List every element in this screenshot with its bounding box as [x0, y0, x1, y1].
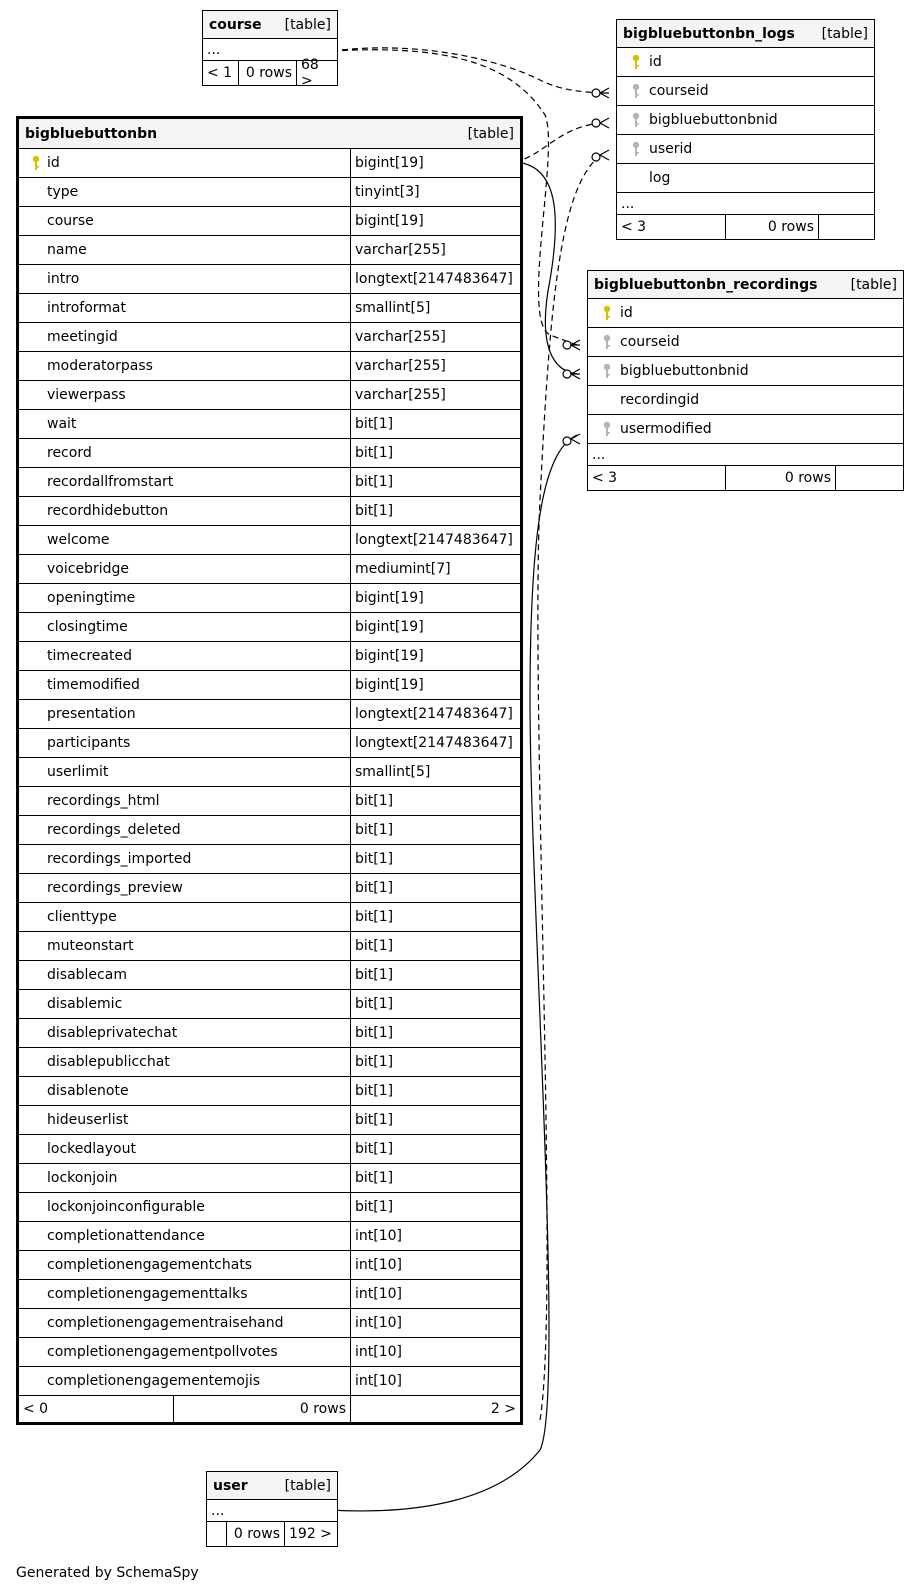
column-name-cell: [19, 1338, 350, 1366]
column-name: record: [47, 445, 92, 461]
column-row[interactable]: [19, 439, 520, 468]
column-name-cell: [19, 990, 350, 1018]
column-name-cell: [19, 236, 350, 264]
column-name: log: [649, 170, 671, 186]
column-name: recordings_deleted: [47, 822, 181, 838]
column-name-cell: [617, 135, 874, 163]
column-name-cell: [19, 410, 350, 438]
table-name: bigbluebuttonbn: [25, 125, 158, 142]
column-type: bit[1]: [350, 845, 520, 873]
column-name: intro: [47, 271, 80, 287]
table-bigbluebuttonbn[interactable]: [16, 116, 523, 1425]
crowfoot: [600, 150, 609, 160]
column-row[interactable]: [19, 1019, 520, 1048]
column-name-cell: [19, 758, 350, 786]
column-row[interactable]: [19, 410, 520, 439]
column-type: bit[1]: [350, 1048, 520, 1076]
column-name-cell: [19, 1222, 350, 1250]
column-row[interactable]: [19, 642, 520, 671]
column-row[interactable]: [19, 352, 520, 381]
column-name: bigbluebuttonbnid: [649, 112, 778, 128]
foreign-key-icon: [594, 334, 620, 350]
column-name-cell: [19, 816, 350, 844]
foot-next[interactable]: 2 >: [350, 1396, 520, 1422]
column-name: wait: [47, 416, 77, 432]
table-header: [588, 271, 903, 299]
column-name-cell: [19, 439, 350, 467]
foot-prev[interactable]: [207, 1522, 226, 1546]
column-name: completionengagementemojis: [47, 1373, 261, 1389]
cardinality-circle: [563, 370, 571, 378]
column-name: muteonstart: [47, 938, 134, 954]
column-row[interactable]: [19, 874, 520, 903]
cardinality-circle: [592, 89, 600, 97]
column-type: bit[1]: [350, 497, 520, 525]
column-row[interactable]: [617, 48, 874, 77]
column-name-cell: [588, 328, 903, 356]
column-name-cell: [19, 1193, 350, 1221]
column-name-cell: [19, 1309, 350, 1337]
column-type: bit[1]: [350, 990, 520, 1018]
column-row[interactable]: [19, 1280, 520, 1309]
table-name: course: [209, 16, 262, 33]
column-name-cell: [617, 48, 874, 76]
column-type: bigint[19]: [350, 642, 520, 670]
column-row[interactable]: [19, 584, 520, 613]
column-name: meetingid: [47, 329, 118, 345]
column-row[interactable]: [19, 700, 520, 729]
table-footer: [207, 1522, 337, 1546]
column-type: bit[1]: [350, 787, 520, 815]
foot-next[interactable]: 192 >: [284, 1522, 337, 1546]
table-name: bigbluebuttonbn_recordings: [594, 276, 818, 293]
column-name-cell: [19, 613, 350, 641]
column-row[interactable]: [19, 961, 520, 990]
column-name-cell: [19, 381, 350, 409]
column-name-cell: [19, 149, 350, 177]
column-name: lockonjoin: [47, 1170, 118, 1186]
foot-rows: 0 rows: [725, 215, 818, 239]
column-row[interactable]: [19, 1106, 520, 1135]
column-row[interactable]: [617, 135, 874, 164]
column-name-cell: [19, 729, 350, 757]
column-type: bit[1]: [350, 1193, 520, 1221]
column-row[interactable]: [19, 816, 520, 845]
column-name: userlimit: [47, 764, 109, 780]
column-row[interactable]: [19, 1193, 520, 1222]
column-name-cell: [19, 874, 350, 902]
foreign-key-icon: [623, 83, 649, 99]
column-row[interactable]: [19, 178, 520, 207]
column-name: recordings_imported: [47, 851, 192, 867]
column-type: longtext[2147483647]: [350, 729, 520, 757]
column-name: recordings_preview: [47, 880, 183, 896]
column-name-cell: [19, 1106, 350, 1134]
column-row[interactable]: [19, 526, 520, 555]
column-name-cell: [588, 386, 903, 414]
column-type: int[10]: [350, 1251, 520, 1279]
column-type: smallint[5]: [350, 294, 520, 322]
column-name: openingtime: [47, 590, 136, 606]
column-row[interactable]: [588, 299, 903, 328]
column-name-cell: [19, 178, 350, 206]
table-footer: [588, 466, 903, 490]
column-row[interactable]: [19, 1164, 520, 1193]
column-type: bigint[19]: [350, 584, 520, 612]
column-name: disableprivatechat: [47, 1025, 178, 1041]
ellipsis-row: ...: [617, 193, 874, 215]
column-row[interactable]: [19, 1222, 520, 1251]
column-name: moderatorpass: [47, 358, 153, 374]
column-name-cell: [19, 903, 350, 931]
column-type: varchar[255]: [350, 236, 520, 264]
cardinality-circle: [563, 341, 571, 349]
column-type: bit[1]: [350, 410, 520, 438]
table-course[interactable]: [202, 10, 338, 89]
column-name: timecreated: [47, 648, 132, 664]
column-name: viewerpass: [47, 387, 126, 403]
column-name: presentation: [47, 706, 136, 722]
column-name-cell: [19, 932, 350, 960]
column-name: disablemic: [47, 996, 123, 1012]
column-type: longtext[2147483647]: [350, 700, 520, 728]
column-name-cell: [19, 1251, 350, 1279]
table-name: user: [213, 1477, 248, 1494]
cardinality-circle: [592, 153, 600, 161]
column-type: bit[1]: [350, 439, 520, 467]
column-name-cell: [19, 1019, 350, 1047]
column-name: timemodified: [47, 677, 140, 693]
column-name: usermodified: [620, 421, 712, 437]
column-row[interactable]: [19, 990, 520, 1019]
column-name: disablepublicchat: [47, 1054, 170, 1070]
ellipsis-row: ...: [203, 39, 337, 61]
cardinality-circle: [592, 119, 600, 127]
foot-next[interactable]: [835, 466, 903, 490]
column-name: voicebridge: [47, 561, 129, 577]
column-name: closingtime: [47, 619, 128, 635]
foot-next[interactable]: [818, 215, 874, 239]
crowfoot: [600, 88, 609, 98]
generated-by-footer: Generated by SchemaSpy: [16, 1565, 199, 1581]
foot-next[interactable]: 68 >: [296, 61, 337, 85]
column-row[interactable]: [617, 106, 874, 135]
column-type: bit[1]: [350, 874, 520, 902]
column-name-cell: [19, 1367, 350, 1395]
column-row[interactable]: [19, 932, 520, 961]
foot-rows: 0 rows: [173, 1396, 350, 1422]
ellipsis-row: ...: [588, 444, 903, 466]
foot-rows: 0 rows: [725, 466, 835, 490]
column-name: recordings_html: [47, 793, 160, 809]
column-name-cell: [19, 294, 350, 322]
column-row[interactable]: [19, 207, 520, 236]
column-name: type: [47, 184, 79, 200]
column-name-cell: [19, 265, 350, 293]
column-row[interactable]: [19, 845, 520, 874]
column-name-cell: [588, 415, 903, 443]
column-name-cell: [19, 671, 350, 699]
table-user[interactable]: [206, 1471, 338, 1547]
crowfoot: [571, 369, 580, 379]
column-name: welcome: [47, 532, 110, 548]
column-type: bigint[19]: [350, 671, 520, 699]
foot-rows: 0 rows: [226, 1522, 284, 1546]
column-row[interactable]: [617, 164, 874, 193]
column-name-cell: [19, 642, 350, 670]
column-name: completionengagementchats: [47, 1257, 253, 1273]
column-row[interactable]: [588, 386, 903, 415]
column-name: id: [47, 155, 60, 171]
column-row[interactable]: [617, 77, 874, 106]
column-type: varchar[255]: [350, 352, 520, 380]
column-name: recordallfromstart: [47, 474, 174, 490]
table-footer: [203, 57, 337, 89]
foreign-key-icon: [594, 363, 620, 379]
column-type: bigint[19]: [350, 613, 520, 641]
column-name-cell: [19, 468, 350, 496]
column-name-cell: [19, 584, 350, 612]
table-kind: [table]: [284, 1477, 331, 1494]
column-type: tinyint[3]: [350, 178, 520, 206]
foreign-key-icon: [623, 112, 649, 128]
column-name-cell: [617, 164, 874, 192]
column-row[interactable]: [19, 1251, 520, 1280]
column-type: int[10]: [350, 1338, 520, 1366]
column-type: mediumint[7]: [350, 555, 520, 583]
column-name: completionengagementpollvotes: [47, 1344, 278, 1360]
column-name-cell: [19, 1048, 350, 1076]
column-name: recordingid: [620, 392, 700, 408]
column-name: completionengagementraisehand: [47, 1315, 284, 1331]
column-name-cell: [19, 1164, 350, 1192]
column-type: longtext[2147483647]: [350, 265, 520, 293]
column-name-cell: [19, 526, 350, 554]
column-name-cell: [19, 700, 350, 728]
column-row[interactable]: [19, 671, 520, 700]
column-name-cell: [617, 106, 874, 134]
foot-prev[interactable]: < 0: [23, 1401, 49, 1417]
column-name: lockedlayout: [47, 1141, 136, 1157]
column-row[interactable]: [19, 323, 520, 352]
column-name: disablenote: [47, 1083, 129, 1099]
column-name: recordhidebutton: [47, 503, 169, 519]
column-type: bit[1]: [350, 1077, 520, 1105]
table-bigbluebuttonbn-recordings[interactable]: [587, 270, 904, 491]
column-type: longtext[2147483647]: [350, 526, 520, 554]
column-type: varchar[255]: [350, 381, 520, 409]
column-name-cell: [19, 1135, 350, 1163]
column-name: courseid: [649, 83, 709, 99]
table-kind: [table]: [284, 16, 331, 33]
column-type: bit[1]: [350, 1164, 520, 1192]
column-type: bit[1]: [350, 1135, 520, 1163]
table-header: [203, 11, 337, 39]
column-name: disablecam: [47, 967, 127, 983]
column-row[interactable]: [19, 758, 520, 787]
column-row[interactable]: [19, 1367, 520, 1396]
column-name: course: [47, 213, 94, 229]
column-name: id: [649, 54, 662, 70]
crowfoot: [571, 340, 580, 350]
column-row[interactable]: [19, 294, 520, 323]
column-row[interactable]: [19, 381, 520, 410]
column-name: lockonjoinconfigurable: [47, 1199, 205, 1215]
column-name: id: [620, 305, 633, 321]
column-name-cell: [19, 845, 350, 873]
column-name: bigbluebuttonbnid: [620, 363, 749, 379]
column-row[interactable]: [19, 613, 520, 642]
foreign-key-icon: [594, 421, 620, 437]
column-row[interactable]: [19, 903, 520, 932]
table-name: bigbluebuttonbn_logs: [623, 25, 795, 42]
column-row[interactable]: [19, 1338, 520, 1367]
column-row[interactable]: [19, 1077, 520, 1106]
primary-key-icon: [623, 54, 649, 70]
column-row[interactable]: [19, 265, 520, 294]
column-name-cell: [19, 555, 350, 583]
column-row[interactable]: [588, 357, 903, 386]
column-row[interactable]: [588, 415, 903, 444]
foot-prev[interactable]: < 3: [592, 470, 618, 486]
column-row[interactable]: [19, 497, 520, 526]
table-header: [207, 1472, 337, 1500]
cardinality-circle: [563, 437, 571, 445]
column-type: smallint[5]: [350, 758, 520, 786]
foot-prev[interactable]: < 1: [207, 65, 233, 81]
column-row[interactable]: [588, 328, 903, 357]
foot-rows: 0 rows: [238, 61, 296, 85]
ellipsis-row: ...: [207, 1500, 337, 1522]
column-name: participants: [47, 735, 131, 751]
column-name-cell: [617, 77, 874, 105]
column-row[interactable]: [19, 1048, 520, 1077]
column-row[interactable]: [19, 787, 520, 816]
column-type: bit[1]: [350, 932, 520, 960]
column-type: bigint[19]: [350, 207, 520, 235]
table-kind: [table]: [821, 25, 868, 42]
column-type: int[10]: [350, 1222, 520, 1250]
column-name-cell: [588, 357, 903, 385]
table-header: [19, 119, 520, 149]
column-type: int[10]: [350, 1280, 520, 1308]
table-bigbluebuttonbn-logs[interactable]: [616, 19, 875, 240]
column-name-cell: [19, 787, 350, 815]
column-name: completionengagementtalks: [47, 1286, 248, 1302]
column-name: userid: [649, 141, 693, 157]
column-row[interactable]: [19, 1309, 520, 1338]
column-row[interactable]: [19, 468, 520, 497]
primary-key-icon: [594, 305, 620, 321]
column-type: int[10]: [350, 1367, 520, 1395]
table-kind: [table]: [850, 276, 897, 293]
relation-course-logs: [332, 48, 604, 93]
column-type: bigint[19]: [350, 149, 520, 177]
column-type: varchar[255]: [350, 323, 520, 351]
column-type: bit[1]: [350, 903, 520, 931]
column-type: bit[1]: [350, 1019, 520, 1047]
column-row[interactable]: [19, 149, 520, 178]
column-type: bit[1]: [350, 816, 520, 844]
column-name: clienttype: [47, 909, 117, 925]
foot-prev[interactable]: < 3: [621, 219, 647, 235]
column-name-cell: [19, 497, 350, 525]
column-name-cell: [19, 323, 350, 351]
column-name: introformat: [47, 300, 126, 316]
table-footer: [19, 1396, 520, 1422]
relation-bbb-logs: [515, 123, 604, 162]
table-kind: [table]: [467, 125, 514, 142]
column-row[interactable]: [19, 555, 520, 584]
column-type: bit[1]: [350, 961, 520, 989]
column-name: hideuserlist: [47, 1112, 129, 1128]
table-footer: [617, 215, 874, 239]
column-type: int[10]: [350, 1309, 520, 1337]
column-row[interactable]: [19, 1135, 520, 1164]
column-name-cell: [19, 352, 350, 380]
column-name: completionattendance: [47, 1228, 205, 1244]
table-header: [617, 20, 874, 48]
column-name-cell: [19, 207, 350, 235]
primary-key-icon: [25, 155, 47, 171]
column-type: bit[1]: [350, 1106, 520, 1134]
column-row[interactable]: [19, 729, 520, 758]
column-name: courseid: [620, 334, 680, 350]
column-name-cell: [588, 299, 903, 327]
column-name: name: [47, 242, 87, 258]
column-name-cell: [19, 1077, 350, 1105]
column-type: bit[1]: [350, 468, 520, 496]
column-name-cell: [19, 1280, 350, 1308]
foreign-key-icon: [623, 141, 649, 157]
column-row[interactable]: [19, 236, 520, 265]
column-name-cell: [19, 961, 350, 989]
